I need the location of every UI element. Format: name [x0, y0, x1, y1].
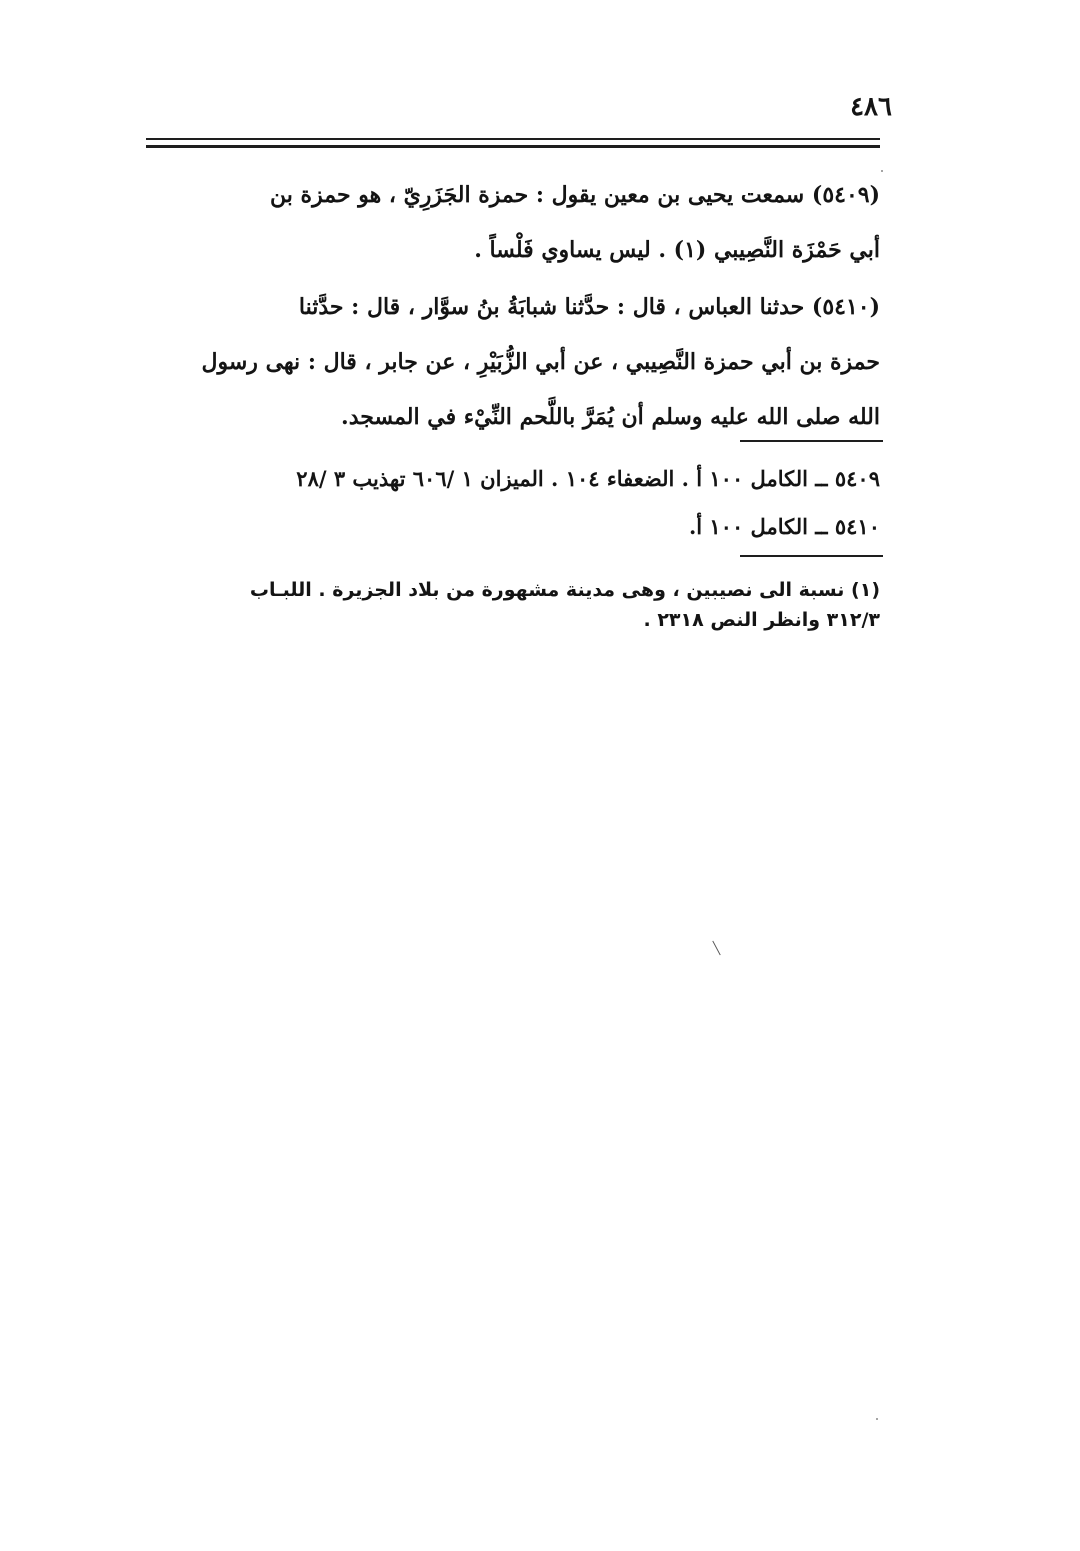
- entry-line: (٥٤١٠) حدثنا العباس ، قال : حدَّثنا شبابَةُ بنُ سوَّار ، قال : حدَّثنا: [298, 294, 880, 320]
- footnote: [140, 575, 880, 635]
- sources-divider: [740, 440, 883, 442]
- footnote-divider: [740, 555, 883, 557]
- source-line: ٥٤٠٩ ــ الكامل ١٠٠ أ . الضعفاء ١٠٤ . الميزان ١ /٦٠٦ تهذيب ٣ /٢٨: [296, 466, 880, 491]
- page-number: ٤٨٦: [850, 92, 892, 122]
- entry-line: (٥٤٠٩) سمعت يحيى بن معين يقول : حمزة الجَزَرِيّ ، هو حمزة بن: [270, 182, 880, 208]
- entry-line: حمزة بن أبي حمزة النَّصِيبي ، عن أبي الزُّبَيْرِ ، عن جابر ، قال : نهى رسول: [201, 349, 880, 375]
- entry-5410: [146, 280, 880, 445]
- scan-artifact: [712, 941, 720, 956]
- entry-5409: [146, 168, 880, 278]
- scan-speck: [876, 1418, 878, 1420]
- entry-line: الله صلى الله عليه وسلم أن يُمَرَّ باللَّحم النِّيْء في المسجد.: [341, 404, 880, 430]
- footnote-line: ٣١٢/٣ وانظر النص ٢٣١٨ .: [643, 609, 880, 631]
- source-line: ٥٤١٠ ــ الكامل ١٠٠ أ.: [688, 514, 880, 539]
- header-rule: [146, 138, 880, 140]
- scan-speck: [881, 170, 883, 172]
- sources-block: [146, 455, 880, 551]
- header-rule-thick: [146, 145, 880, 148]
- footnote-line: (١) نسبة الى نصيبين ، وهى مدينة مشهورة من بلاد الجزيرة . اللبـاب: [249, 579, 880, 601]
- entry-line: أبي حَمْزَة النَّصِيبي (١) . ليس يساوي فَلْساً .: [474, 237, 880, 263]
